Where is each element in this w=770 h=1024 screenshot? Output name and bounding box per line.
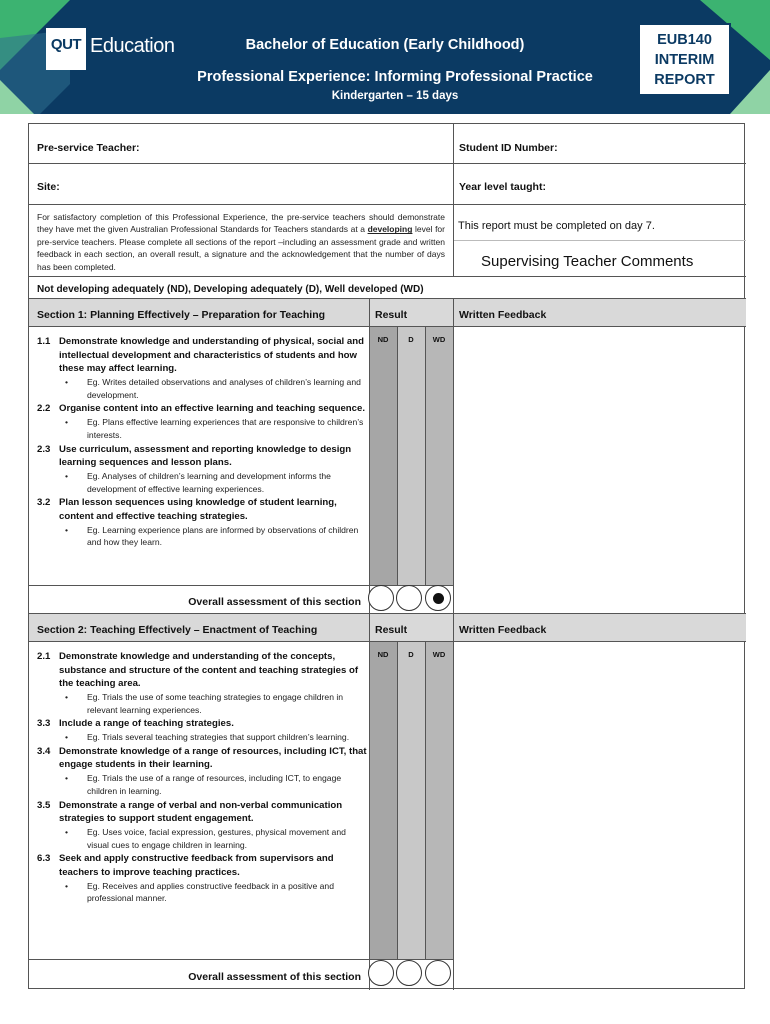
criterion-example <box>37 731 367 744</box>
criterion-item <box>37 852 367 879</box>
logo-mark: QUT <box>46 28 86 70</box>
column-divider <box>369 613 370 990</box>
criterion-number: 2.1 <box>37 651 51 662</box>
unit-code: EUB140 <box>657 32 712 48</box>
section2-written-feedback-header: Written Feedback <box>459 624 547 636</box>
criterion-number: 2.3 <box>37 443 51 455</box>
column-divider <box>425 641 426 959</box>
criterion-text: Organise content into an effective learning and teaching sequence. <box>59 403 366 415</box>
criterion-item <box>37 496 367 523</box>
criterion-item <box>37 402 367 416</box>
selected-indicator <box>433 593 444 604</box>
section1-result-header: Result <box>375 309 408 321</box>
criterion-number: 2.2 <box>37 403 51 415</box>
section1-overall-label: Overall assessment of this section <box>188 596 361 608</box>
section2-title: Section 2: Teaching Effectively – Enactment of Teaching <box>37 624 318 636</box>
bullet-icon: • <box>65 880 69 891</box>
divider <box>29 585 453 586</box>
section1-feedback-area[interactable] <box>454 327 745 612</box>
divider <box>29 204 746 205</box>
section2-overall-label: Overall assessment of this section <box>188 971 361 983</box>
bullet-icon: • <box>65 691 69 702</box>
divider <box>29 613 746 614</box>
example-text: Eg. Analyses of children’s learning and development informs the development of effective learning experiences. <box>87 470 331 494</box>
bullet-icon: • <box>65 731 69 742</box>
report-type-line2: REPORT <box>654 72 715 88</box>
student-id-label: Student ID Number: <box>459 142 558 154</box>
example-text: Eg. Trials the use of a range of resources, including ICT, to engage children in learning. <box>87 772 342 796</box>
bullet-icon: • <box>65 826 69 837</box>
section1-nd-radio[interactable] <box>368 585 394 611</box>
section2-nd-column[interactable] <box>369 641 397 959</box>
report-type-line1: INTERIM <box>654 52 715 68</box>
example-text: Eg. Learning experience plans are informed by observations of children and how they learn. <box>87 524 359 548</box>
bullet-icon: • <box>65 772 69 783</box>
criterion-example <box>37 416 367 442</box>
site-label: Site: <box>37 181 60 193</box>
divider <box>29 276 746 277</box>
criterion-text: Seek and apply constructive feedback from supervisors and teachers to improve teaching practices. <box>59 853 334 878</box>
section1-wd-radio[interactable] <box>425 585 451 611</box>
instructions-text: For satisfactory completion of this Professional Experience, the pre-service teachers should demonstrate they have met the given Australian Professional Standards for Teachers standards at a developing level for pre-service teachers. Please complete all sections of the report –including an assessment grade and written feedback in each section, an overall result, a signature and the acknowledgement that the number of days has been completed. <box>37 212 445 272</box>
section1-wd-column[interactable] <box>425 326 453 585</box>
section1-title: Section 1: Planning Effectively – Preparation for Teaching <box>37 309 326 321</box>
criterion-text: Demonstrate a range of verbal and non-verbal communication strategies to support student engagement. <box>59 799 343 825</box>
column-divider <box>425 326 426 585</box>
criterion-example <box>37 772 367 798</box>
column-divider <box>397 326 398 585</box>
criterion-number: 3.5 <box>37 799 51 811</box>
criterion-item <box>37 650 367 691</box>
bullet-icon: • <box>65 376 69 387</box>
section2-nd-label: ND <box>377 650 389 659</box>
section1-nd-label: ND <box>377 335 389 344</box>
report-header <box>0 0 770 114</box>
bullet-icon: • <box>65 470 69 481</box>
criterion-number: 3.3 <box>37 718 51 730</box>
criterion-example <box>37 524 367 550</box>
criterion-number: 3.2 <box>37 497 51 509</box>
criterion-item <box>37 799 367 826</box>
bullet-icon: • <box>65 416 69 427</box>
section2-d-column[interactable] <box>397 641 425 959</box>
criterion-item <box>37 717 367 731</box>
section1-wd-label: WD <box>432 335 446 344</box>
section1-d-label: D <box>408 335 414 344</box>
column-divider <box>453 124 454 276</box>
criterion-text: Demonstrate knowledge and understanding of physical, social and intellectual development and characteristics of students and how these may affect learning. <box>59 336 364 375</box>
logo-text: Education <box>90 34 175 57</box>
criterion-number: 3.4 <box>37 745 51 757</box>
section2-criteria-list <box>37 650 367 906</box>
section1-d-radio[interactable] <box>396 585 422 611</box>
criterion-text: Demonstrate knowledge of a range of resources, including ICT, that engage students in their learning. <box>59 745 367 771</box>
example-text: Eg. Plans effective learning experiences that are responsive to children’s interests. <box>87 416 364 440</box>
unit-title: Professional Experience: Informing Professional Practice <box>197 69 593 85</box>
completion-day-note: This report must be completed on day 7. <box>458 220 655 232</box>
column-divider <box>369 298 370 613</box>
example-text: Eg. Writes detailed observations and analyses of children’s learning and development. <box>87 376 361 400</box>
section2-wd-column[interactable] <box>425 641 453 959</box>
criterion-example <box>37 376 367 402</box>
criterion-text: Include a range of teaching strategies. <box>59 718 234 730</box>
criterion-text: Use curriculum, assessment and reporting knowledge to design learning sequences and lesson plans. <box>59 443 352 469</box>
criterion-number: 1.1 <box>37 336 51 347</box>
section2-d-label: D <box>408 650 414 659</box>
example-text: Eg. Receives and applies constructive feedback in a positive and professional manner. <box>87 880 334 904</box>
criterion-item <box>37 745 367 772</box>
section2-result-header: Result <box>375 624 408 636</box>
divider <box>29 298 746 299</box>
criterion-example <box>37 826 367 852</box>
preservice-teacher-label: Pre-service Teacher: <box>37 142 140 154</box>
section1-criteria-list <box>37 335 367 550</box>
criterion-item <box>37 335 367 376</box>
divider <box>29 163 746 164</box>
bullet-icon: • <box>65 524 69 535</box>
placement-duration: Kindergarten – 15 days <box>331 90 459 102</box>
developing-emphasis: developing <box>367 224 413 235</box>
section2-nd-radio[interactable] <box>368 960 394 986</box>
supervising-teacher-comments-heading: Supervising Teacher Comments <box>481 253 694 270</box>
criterion-item <box>37 443 367 470</box>
criterion-example <box>37 880 367 906</box>
section1-written-feedback-header: Written Feedback <box>459 309 547 321</box>
section2-feedback-area[interactable] <box>454 642 745 989</box>
course-title: Bachelor of Education (Early Childhood) <box>245 37 525 53</box>
column-divider <box>397 641 398 959</box>
section1-nd-column[interactable] <box>369 326 397 585</box>
section2-wd-radio[interactable] <box>425 960 451 986</box>
report-code-box <box>638 23 731 96</box>
section1-d-column[interactable] <box>397 326 425 585</box>
report-form <box>28 123 745 989</box>
criterion-number: 6.3 <box>37 853 51 865</box>
criterion-text: Demonstrate knowledge and understanding of the concepts, substance and structure of the content and teaching strategies of the teaching area. <box>59 651 359 690</box>
section2-d-radio[interactable] <box>396 960 422 986</box>
year-level-label: Year level taught: <box>459 181 546 193</box>
criterion-example <box>37 691 367 717</box>
criterion-example <box>37 470 367 496</box>
example-text: Eg. Uses voice, facial expression, gestures, physical movement and visual cues to engage children in learning. <box>87 826 346 850</box>
example-text: Eg. Trials the use of some teaching strategies to engage children in relevant learning experiences. <box>87 691 344 715</box>
divider <box>29 959 453 960</box>
divider <box>453 240 746 241</box>
example-text: Eg. Trials several teaching strategies that support children’s learning. <box>87 731 350 742</box>
criterion-text: Plan lesson sequences using knowledge of student learning, content and effective teaching strategies. <box>59 497 337 522</box>
grade-legend: Not developing adequately (ND), Developing adequately (D), Well developed (WD) <box>37 284 424 295</box>
section2-wd-label: WD <box>432 650 446 659</box>
